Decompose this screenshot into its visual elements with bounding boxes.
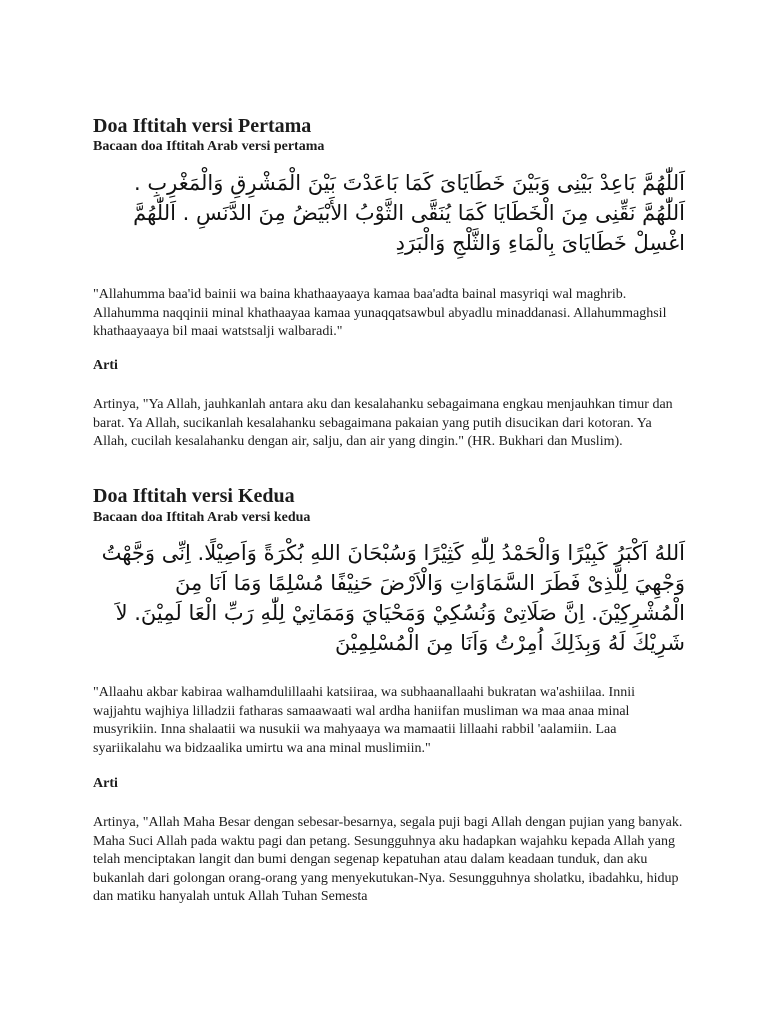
section2-arabic-text: اَللهُ اَكْبَرُ كَبِيْرًا وَالْحَمْدُ لِلّٰهِ كَثِيْرًا وَسُبْحَانَ اللهِ بُكْرَةً وَاَصِيْلًا. اِنِّى وَجَّهْتُ وَجْهِيَ لِلَّذِىْ فَطَرَ السَّمَاوَاتِ وَالْاَرْضَ حَنِيْفًا مُسْلِمًا وَمَا اَنَا مِنَ الْمُشْرِكِيْنَ. اِنَّ صَلَاتِىْ وَنُسُكِيْ وَمَحْيَايَ وَمَمَاتِيْ لِلّٰهِ رَبِّ الْعَا لَمِيْنَ. لاَ شَرِيْكَ لَهُ وَبِذَلِكَ اُمِرْتُ وَاَنَا مِنَ الْمُسْلِمِيْنَ	[101, 541, 685, 655]
section1-subtitle: Bacaan doa Iftitah Arab versi pertama	[93, 139, 325, 154]
section1-latin-text: "Allahumma baa'id bainii wa baina khathaayaaya kamaa baa'adta bainal masyriqi wal maghrib. Allahumma naqqinii minal khathaayaa kamaa yunaqqatsawbul abyadlu minaddanasi. Allahummaghsil khathaayaaya bil maai watstsalji walbaradi."	[93, 287, 667, 339]
section1-arabic-text: اَللّٰهُمَّ بَاعِدْ بَيْنِى وَبَيْنَ خَطَايَاىَ كَمَا بَاعَدْتَ بَيْنَ الْمَشْرِقِ وَالْمَغْرِبِ . اَللّٰهُمَّ نَقِّنِى مِنَ الْخَطَايَا كَمَا يُنَقَّى الثَّوْبُ الأَبْيَضُ مِنَ الدَّنَسِ . اَللّٰهُمَّ اغْسِلْ خَطَايَاىَ بِالْمَاءِ وَالثَّلْجِ وَالْبَرَدِ	[133, 171, 685, 255]
section1-title: Doa Iftitah versi Pertama	[93, 115, 312, 137]
section1-arti-text: Artinya, "Ya Allah, jauhkanlah antara aku dan kesalahanku sebagaimana engkau menjauhkan timur dan barat. Ya Allah, sucikanlah kesalahanku sebagaimana pakaian yang putih disucikan dari kotoran. Ya Allah, cucilah kesalahanku dengan air, salju, dan air yang dingin." (HR. Bukhari dan Muslim).	[93, 397, 673, 449]
section2-arti-text: Artinya, "Allah Maha Besar dengan sebesar-besarnya, segala puji bagi Allah dengan pujian yang banyak. Maha Suci Allah pada waktu pagi dan petang. Sesungguhnya aku hadapkan wajahku kepada Allah yang telah menciptakan langit dan bumi dengan segenap kepatuhan atau dalam keadaan tunduk, dan aku bukanlah dari golongan orang-orang yang menyekutukan-Nya. Sesungguhnya sholatku, ibadahku, hidup dan matiku hanyalah untuk Allah Tuhan Semesta	[93, 815, 683, 904]
section1-arti-label: Arti	[93, 358, 118, 373]
section2-arti-label: Arti	[93, 776, 118, 791]
section2-title: Doa Iftitah versi Kedua	[93, 485, 295, 507]
section2-latin-text: "Allaahu akbar kabiraa walhamdulillaahi katsiiraa, wa subhaanallaahi bukratan wa'ashiilaa. Innii wajjahtu wajhiya lilladzii fatharas samaawaati wal ardha haniifan musliman wa maa anaa minal musyrikiin. Inna shalaatii wa nusukii wa mahyaaya wa mamaatii lillaahi rabbil 'aalamiin. Laa syariikalahu wa bidzaalika umirtu wa ana minal muslimiin."	[93, 685, 635, 756]
section2-subtitle: Bacaan doa Iftitah Arab versi kedua	[93, 510, 311, 525]
